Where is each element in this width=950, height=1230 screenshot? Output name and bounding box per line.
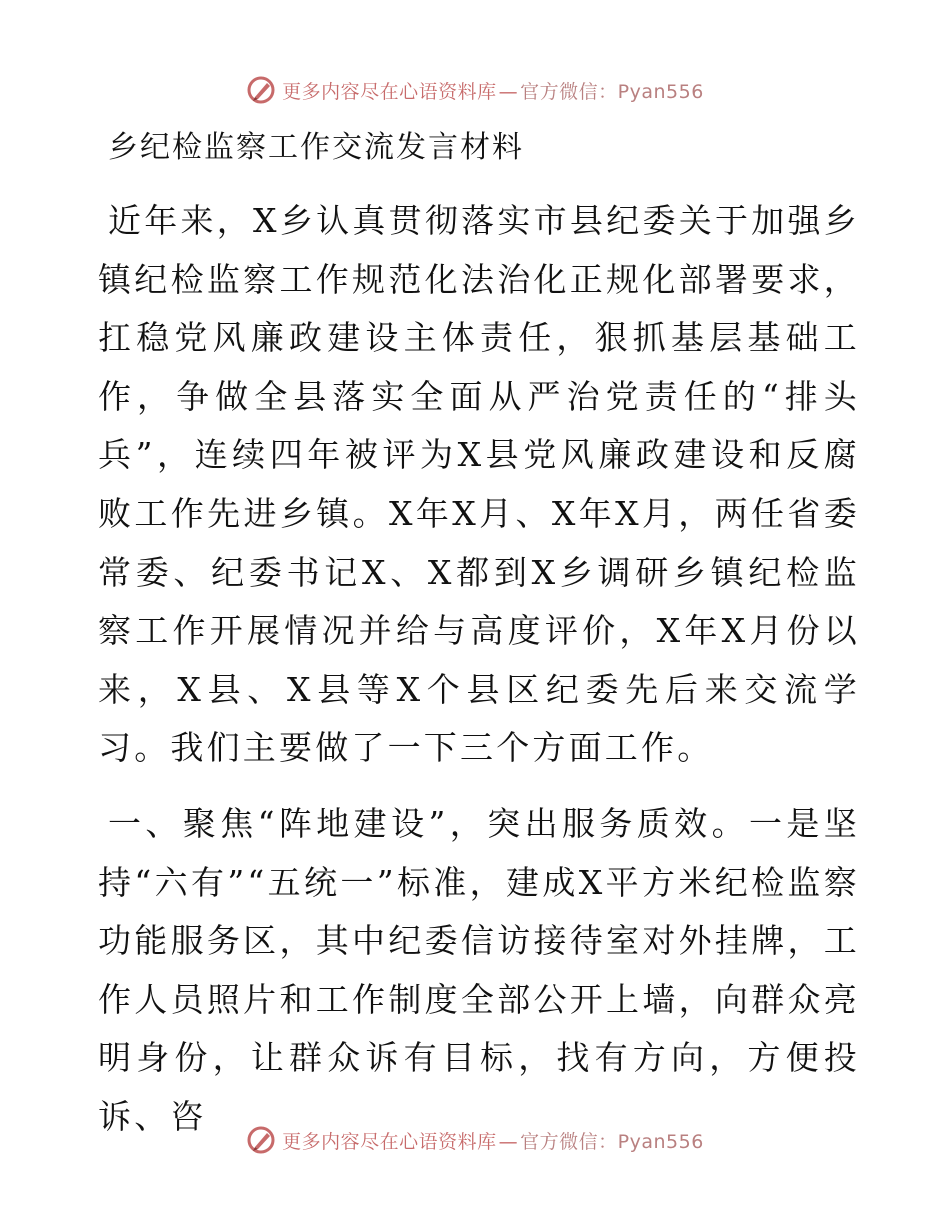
pen-logo-icon <box>246 75 276 105</box>
document-title: 乡纪检监察工作交流发言材料 <box>108 130 524 165</box>
watermark-header <box>0 70 950 110</box>
watermark-text <box>282 1127 704 1154</box>
pen-logo-icon <box>246 1125 276 1155</box>
watermark-separator: — <box>498 80 519 103</box>
paragraph-intro: 近年来，X乡认真贯彻落实市县纪委关于加强乡镇纪检监察工作规范化法治化正规化部署要求，扛稳党风廉政建设主体责任，狠抓基层基础工作，争做全县落实全面从严治党责任的“排头兵”，连续四年被评为X县党风廉政建设和反腐败工作先进乡镇。X年X月、X年X月，两任省委常委、纪委书记X、X都到X乡调研乡镇纪检监察工作开展情况并给与高度评价，X年X月份以来，X县、X县等X个县区纪委先后来交流学习。我们主要做了一下三个方面工作。 <box>98 201 860 768</box>
watermark-footer <box>0 1120 950 1160</box>
watermark-main: 更多内容尽在心语资料库 <box>282 80 497 103</box>
watermark-contact: 官方微信：Pyan556 <box>520 80 704 103</box>
watermark-text <box>282 77 704 104</box>
watermark-separator: — <box>498 1130 519 1153</box>
watermark-main: 更多内容尽在心语资料库 <box>282 1130 497 1153</box>
watermark-contact: 官方微信：Pyan556 <box>520 1130 704 1153</box>
paragraph-section-one: 一、聚焦“阵地建设”，突出服务质效。一是坚持“六有”“五统一”标准，建成X平方米纪检监察功能服务区，其中纪委信访接待室对外挂牌，工作人员照片和工作制度全部公开上墙，向群众亮明身份，让群众诉有目标，找有方向，方便投诉、咨 <box>98 804 860 1136</box>
